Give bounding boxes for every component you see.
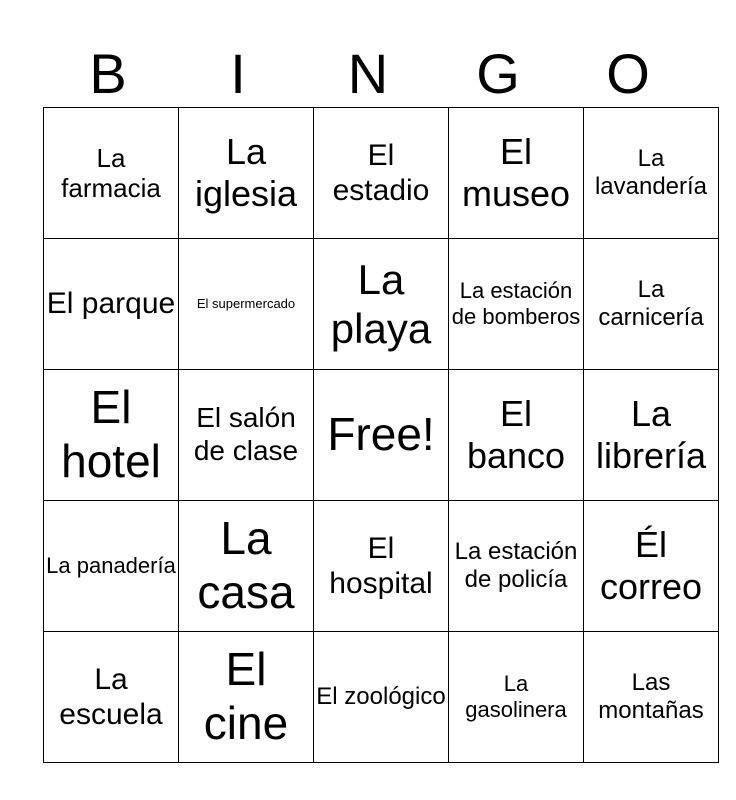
grid-row-2 <box>44 239 719 370</box>
bingo-cell[interactable]: La panadería <box>44 501 179 632</box>
bingo-cell[interactable]: La casa <box>179 501 314 632</box>
bingo-cell[interactable]: El parque <box>44 239 179 370</box>
bingo-cell[interactable]: La farmacia <box>44 108 179 239</box>
bingo-cell[interactable]: El zoológico <box>314 632 449 763</box>
bingo-cell[interactable]: La librería <box>584 370 719 501</box>
grid-row-3 <box>44 370 719 501</box>
bingo-cell[interactable]: El banco <box>449 370 584 501</box>
header-letter-i: I <box>230 42 246 105</box>
bingo-cell[interactable]: La playa <box>314 239 449 370</box>
bingo-cell[interactable]: Las montañas <box>584 632 719 763</box>
bingo-grid <box>43 107 719 763</box>
header-letter-o: O <box>606 42 650 105</box>
grid-row-5 <box>44 632 719 763</box>
bingo-cell[interactable]: El hospital <box>314 501 449 632</box>
header-letter-b: B <box>89 42 127 105</box>
bingo-cell[interactable]: El estadio <box>314 108 449 239</box>
bingo-cell[interactable]: La gasolinera <box>449 632 584 763</box>
bingo-cell[interactable]: Él correo <box>584 501 719 632</box>
bingo-cell[interactable]: La iglesia <box>179 108 314 239</box>
bingo-cell[interactable]: El hotel <box>44 370 179 501</box>
bingo-cell[interactable]: El supermercado <box>179 239 314 370</box>
bingo-cell[interactable]: El salón de clase <box>179 370 314 501</box>
bingo-header <box>43 40 693 108</box>
bingo-cell free-space[interactable]: Free! <box>314 370 449 501</box>
bingo-cell[interactable]: La lavandería <box>584 108 719 239</box>
bingo-cell[interactable]: La estación de bomberos <box>449 239 584 370</box>
grid-row-4 <box>44 501 719 632</box>
bingo-cell[interactable]: La estación de policía <box>449 501 584 632</box>
bingo-cell[interactable]: La carnicería <box>584 239 719 370</box>
bingo-cell[interactable]: El museo <box>449 108 584 239</box>
grid-row-1 <box>44 108 719 239</box>
bingo-cell[interactable]: La escuela <box>44 632 179 763</box>
header-letter-n: N <box>347 42 389 105</box>
header-letter-g: G <box>476 42 520 105</box>
bingo-cell[interactable]: El cine <box>179 632 314 763</box>
